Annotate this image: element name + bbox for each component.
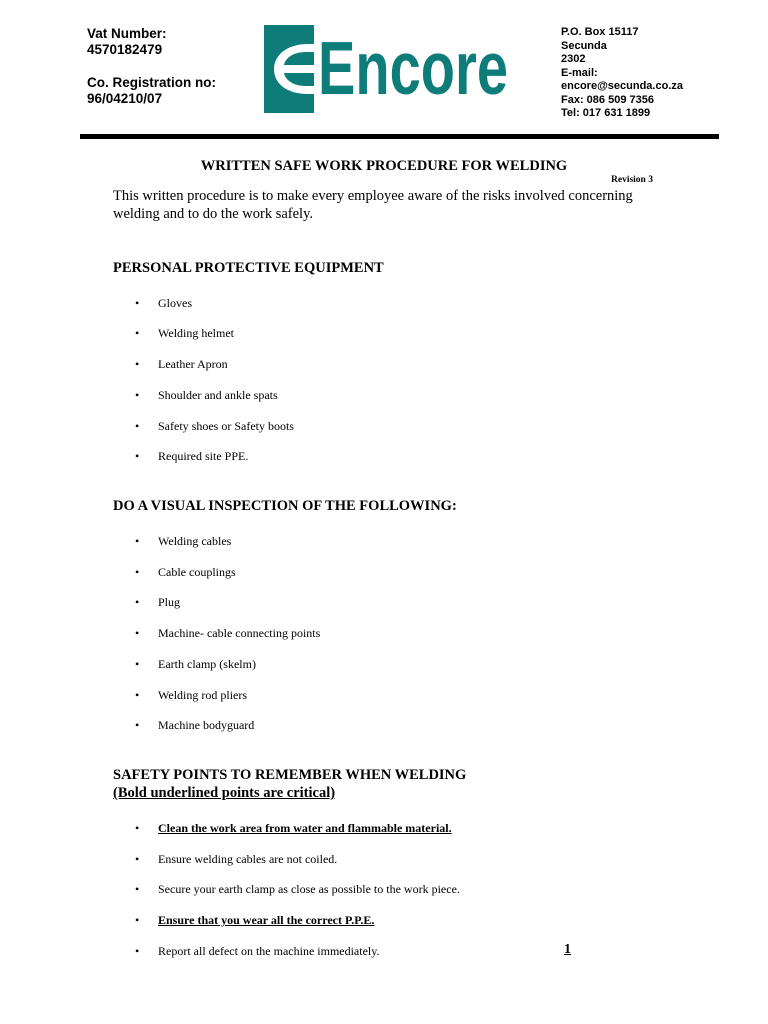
registration-number: 96/04210/07 — [87, 91, 163, 106]
section-heading-inspection: DO A VISUAL INSPECTION OF THE FOLLOWING: — [113, 498, 457, 514]
po-box: P.O. Box 15117 — [561, 26, 639, 38]
intro-line: This written procedure is to make every employee aware of the risks involved concerning — [113, 188, 633, 204]
email-address: encore@secunda.co.za — [561, 80, 683, 92]
encore-logo — [262, 22, 512, 117]
fax-number: Fax: 086 509 7356 — [561, 93, 654, 106]
company-registration-block — [87, 26, 216, 107]
logo-wordmark: Encore — [318, 26, 508, 110]
section-subheading-safety: (Bold underlined points are critical) — [113, 785, 336, 801]
telephone-number: Tel: 017 631 1899 — [561, 107, 651, 119]
email-label: E-mail: — [561, 66, 598, 79]
page-number: 1 — [564, 942, 571, 957]
city: Secunda — [561, 39, 607, 52]
document-title: WRITTEN SAFE WORK PROCEDURE FOR WELDING — [200, 158, 568, 174]
section-heading-ppe: PERSONAL PROTECTIVE EQUIPMENT — [113, 260, 384, 276]
registration-label: Co. Registration no: — [87, 75, 216, 90]
intro-paragraph — [113, 187, 693, 223]
contact-block — [561, 26, 683, 121]
section-heading-safety: SAFETY POINTS TO REMEMBER WHEN WELDING — [113, 767, 467, 783]
vat-label: Vat Number: — [87, 26, 167, 41]
intro-line: welding and to do the work safely. — [113, 206, 313, 222]
postal-code: 2302 — [561, 53, 586, 65]
header-divider — [80, 134, 719, 139]
revision-label: Revision 3 — [611, 175, 653, 185]
vat-number: 4570182479 — [87, 42, 163, 57]
